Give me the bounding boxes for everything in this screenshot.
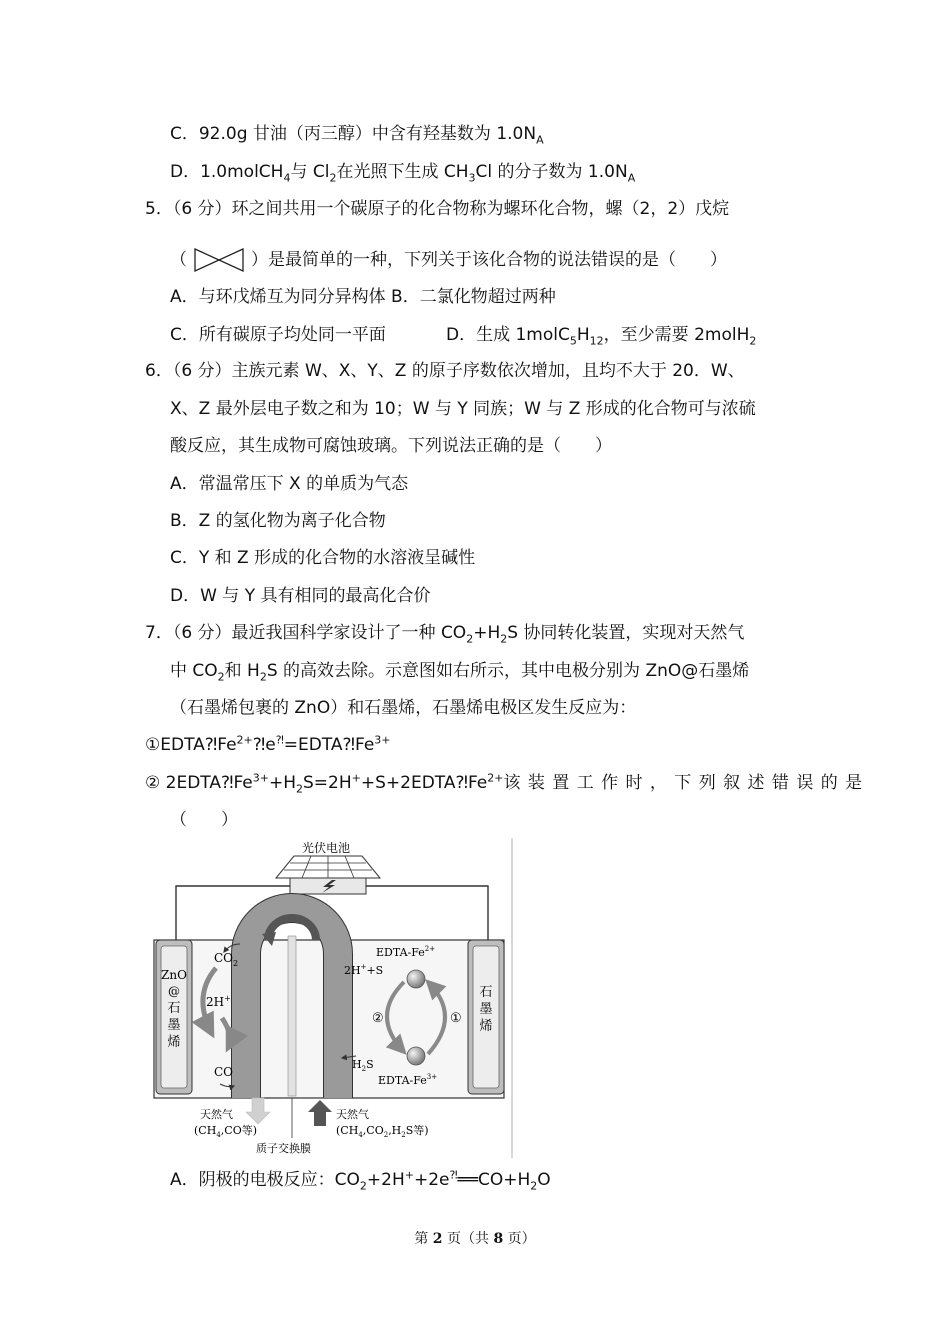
q5-option-c: C．所有碳原子均处同一平面 [170,325,386,345]
q7-stem-line3: （石墨烯包裹的 ZnO）和石墨烯，石墨烯电极区发生反应为： [170,698,637,718]
proton-exchange-membrane [288,936,296,1096]
page-footer: 第 2 页（共 8 页） [414,1231,536,1247]
left-electrode-label-4: 烯 [167,1035,181,1050]
q6-option-a: A．常温常压下 X 的单质为气态 [170,474,409,494]
membrane-label: 质子交换膜 [256,1142,311,1155]
gas-in-composition: ($CH_4,CO_2,H_2S$等) [336,1124,429,1139]
co2-label: $CO_2$ [214,951,239,968]
q6-option-b: B．Z 的氢化物为离子化合物 [170,511,386,531]
page-total: 8 [493,1231,504,1247]
q6-stem-line3: 酸反应，其生成物可腐蚀玻璃。下列说法正确的是（ ） [170,436,612,456]
solar-cell-label: 光伏电池 [301,841,351,855]
spiropentane-structure [193,246,245,274]
q5-stem-line1: 5．（6 分）环之间共用一个碳原子的化合物称为螺环化合物，螺（2，2）戊烷 [145,199,730,219]
gas-out-arrow [246,1098,270,1124]
q7-option-a: A．阴极的电极反应：$CO_2+2H^++2e^⁈══CO+H_2O$ [170,1168,551,1193]
left-electrode-label-1: @ [168,984,180,998]
page-number: 2 [432,1231,443,1247]
gas-out-composition: ($CH_4,CO$等) [194,1124,258,1139]
right-electrode-label-0: 石 [479,985,493,1000]
q6-option-c: C．Y 和 Z 形成的化合物的水溶液呈碱性 [170,548,476,568]
q7-stem-line1: 7．（6 分）最近我国科学家设计了一种 $CO_2+H_2S$ 协同转化装置，实现对天然气 [145,623,745,646]
right-electrode-label-2: 烯 [479,1019,493,1034]
q7-reaction-2: ② $2EDTA⁈Fe^{3+}+H_2S=2H^++S+2EDTA⁈Fe^{2+}$该 装 置 工 作 时 ， 下 列 叙 述 错 误 的 是 [145,771,864,796]
q6-stem-line1: 6．（6 分）主族元素 W、X、Y、Z 的原子序数依次增加，且均不大于 20．W、 [145,361,745,381]
co-label: CO [214,1065,234,1079]
edta-fe2-label: EDTA-$Fe^{2+}$ [376,945,436,959]
right-electrode-label-1: 墨 [479,1002,493,1017]
reaction-2-marker: ② [372,1011,384,1026]
left-electrode-label-3: 墨 [167,1018,181,1033]
q5-option-d: D．生成 $1molC_5H_{12}$，至少需要 2molH$_2$ [446,325,757,348]
h2s-label: $H_2S$ [352,1058,374,1073]
edta-fe2-ball [407,970,425,988]
q7-reaction-1: $①EDTA⁈Fe^{2+}⁈e^⁈=EDTA⁈Fe^{3+}$ [145,733,391,755]
edta-fe3-ball [407,1047,425,1065]
h-s-label: 2H++S [344,963,384,977]
q5-options-ab: A．与环戊烯互为同分异构体 B．二氯化物超过两种 [170,287,556,307]
electrolysis-device-diagram [150,836,515,1162]
left-electrode-label-0: ZnO [161,968,187,982]
left-electrode-label-2: 石 [167,1001,181,1016]
reaction-1-marker: ① [450,1011,462,1026]
q6-option-d: D．W 与 Y 具有相同的最高化合价 [170,586,431,606]
q4-option-d: D．1.0molCH$_4$与 $Cl_2$在光照下生成 $CH_3Cl$ 的分子数为 $1.0N_A$ [170,162,636,185]
q5-stem-line2: （ ）是最简单的一种，下列关于该化合物的说法错误的是（ ） [170,246,727,274]
q6-stem-line2: X、Z 最外层电子数之和为 10；W 与 Y 同族；W 与 Z 形成的化合物可与浓硫 [170,399,756,419]
gas-in-arrow [308,1100,332,1126]
edta-fe3-label: EDTA-$Fe^{3+}$ [378,1073,438,1087]
q7-stem-line2: 中 $CO_2$和 $H_2S$ 的高效去除。示意图如右所示，其中电极分别为 ZnO@石墨烯 [170,661,750,684]
gas-in-label: 天然气 [336,1108,369,1121]
q7-answer-paren: （ ） [170,810,238,830]
gas-out-label: 天然气 [200,1108,233,1121]
h-plus-label: 2H+ [206,994,231,1009]
q4-option-c: C．92.0g 甘油（丙三醇）中含有羟基数为 $1.0N_A$ [170,124,544,147]
